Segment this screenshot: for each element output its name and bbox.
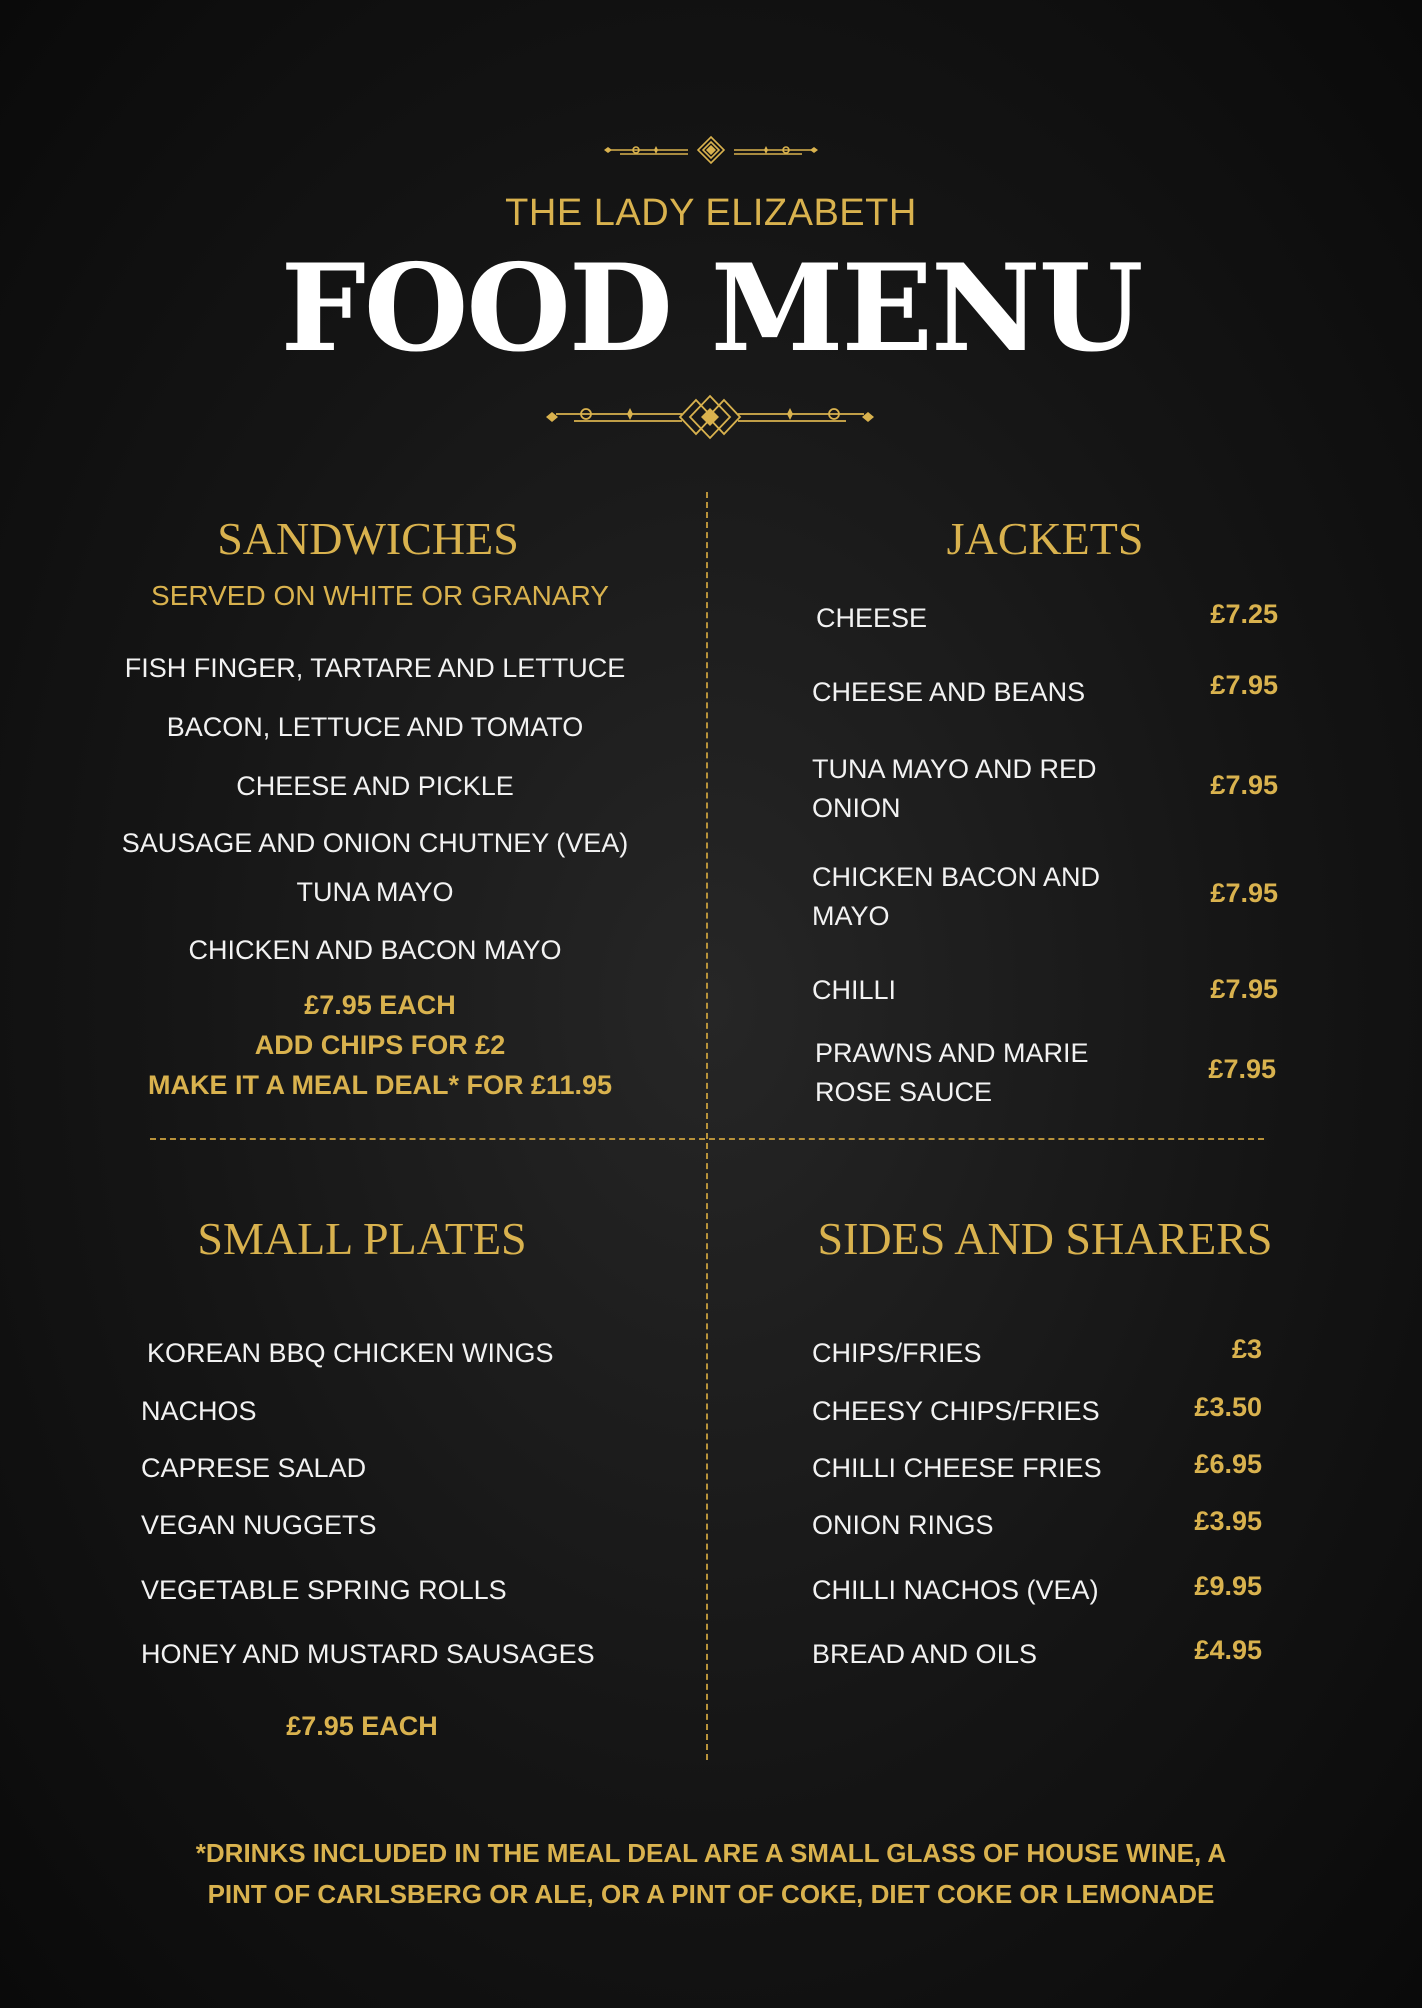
menu-item-price: £7.95 (1210, 878, 1278, 908)
list-item: CHEESE AND PICKLE (236, 771, 514, 801)
menu-item-name: CHICKEN BACON AND MAYO (812, 862, 1101, 931)
menu-item-name: PRAWNS AND MARIE ROSE SAUCE (815, 1038, 1089, 1107)
menu-item-name: TUNA MAYO AND RED ONION (812, 754, 1097, 823)
menu-item-name: CHIPS/FRIES (812, 1338, 982, 1368)
sandwiches-heading: SANDWICHES (217, 513, 519, 564)
sandwiches-price: £7.95 EACH (304, 990, 456, 1020)
menu-item-price: £9.95 (1194, 1571, 1262, 1601)
menu-item-price: £6.95 (1194, 1449, 1262, 1479)
list-item: TUNA MAYO (296, 877, 454, 907)
list-item: HONEY AND MUSTARD SAUSAGES (141, 1639, 595, 1669)
menu-item-name: ONION RINGS (812, 1510, 994, 1540)
menu-item-name: BREAD AND OILS (812, 1639, 1038, 1669)
list-item: CAPRESE SALAD (141, 1453, 367, 1483)
menu-item-price: £7.95 (1208, 1054, 1276, 1084)
venue-name: THE LADY ELIZABETH (505, 192, 917, 234)
menu-item-price: £7.25 (1210, 599, 1278, 629)
list-item: VEGAN NUGGETS (141, 1510, 377, 1540)
menu-item-name: CHEESE AND BEANS (812, 677, 1086, 707)
list-item: KOREAN BBQ CHICKEN WINGS (147, 1338, 554, 1368)
list-item: BACON, LETTUCE AND TOMATO (166, 712, 584, 742)
menu-item-price: £7.95 (1210, 770, 1278, 800)
title-ornament-icon (544, 392, 876, 442)
menu-item-name: CHILLI (812, 975, 897, 1005)
menu-item-name: CHEESE (816, 603, 928, 633)
horizontal-divider (150, 1138, 1264, 1140)
footnote-line-1: *DRINKS INCLUDED IN THE MEAL DEAL ARE A SMALL GLASS OF HOUSE WINE, A (195, 1838, 1227, 1868)
sandwiches-meal-deal: MAKE IT A MEAL DEAL* FOR £11.95 (147, 1070, 613, 1100)
jackets-heading: JACKETS (946, 513, 1144, 564)
page-title: FOOD MENU (280, 238, 1142, 379)
menu-item-name: CHILLI CHEESE FRIES (812, 1453, 1102, 1483)
menu-item-price: £7.95 (1210, 670, 1278, 700)
list-item: VEGETABLE SPRING ROLLS (141, 1575, 507, 1605)
top-ornament-icon (600, 134, 822, 166)
menu-item-name: CHEESY CHIPS/FRIES (812, 1396, 1100, 1426)
menu-item-price: £7.95 (1210, 974, 1278, 1004)
sides-heading: SIDES AND SHARERS (817, 1213, 1273, 1264)
menu-item-price: £3 (1231, 1334, 1262, 1364)
menu-item-name: CHILLI NACHOS (VEA) (812, 1575, 1099, 1605)
menu-item-price: £3.95 (1194, 1506, 1262, 1536)
footnote-line-2: PINT OF CARLSBERG OR ALE, OR A PINT OF COKE, DIET COKE OR LEMONADE (207, 1879, 1215, 1909)
sandwiches-subheading: SERVED ON WHITE OR GRANARY (151, 580, 609, 611)
menu-item-price: £4.95 (1194, 1635, 1262, 1665)
small-plates-price: £7.95 EACH (286, 1711, 438, 1741)
list-item: FISH FINGER, TARTARE AND LETTUCE (124, 653, 626, 683)
sandwiches-chips-note: ADD CHIPS FOR £2 (254, 1030, 506, 1060)
small-plates-heading: SMALL PLATES (197, 1213, 527, 1264)
list-item: NACHOS (141, 1396, 257, 1426)
list-item: SAUSAGE AND ONION CHUTNEY (VEA) (121, 828, 629, 858)
list-item: CHICKEN AND BACON MAYO (188, 935, 562, 965)
menu-item-price: £3.50 (1194, 1392, 1262, 1422)
vertical-divider (706, 492, 708, 1760)
